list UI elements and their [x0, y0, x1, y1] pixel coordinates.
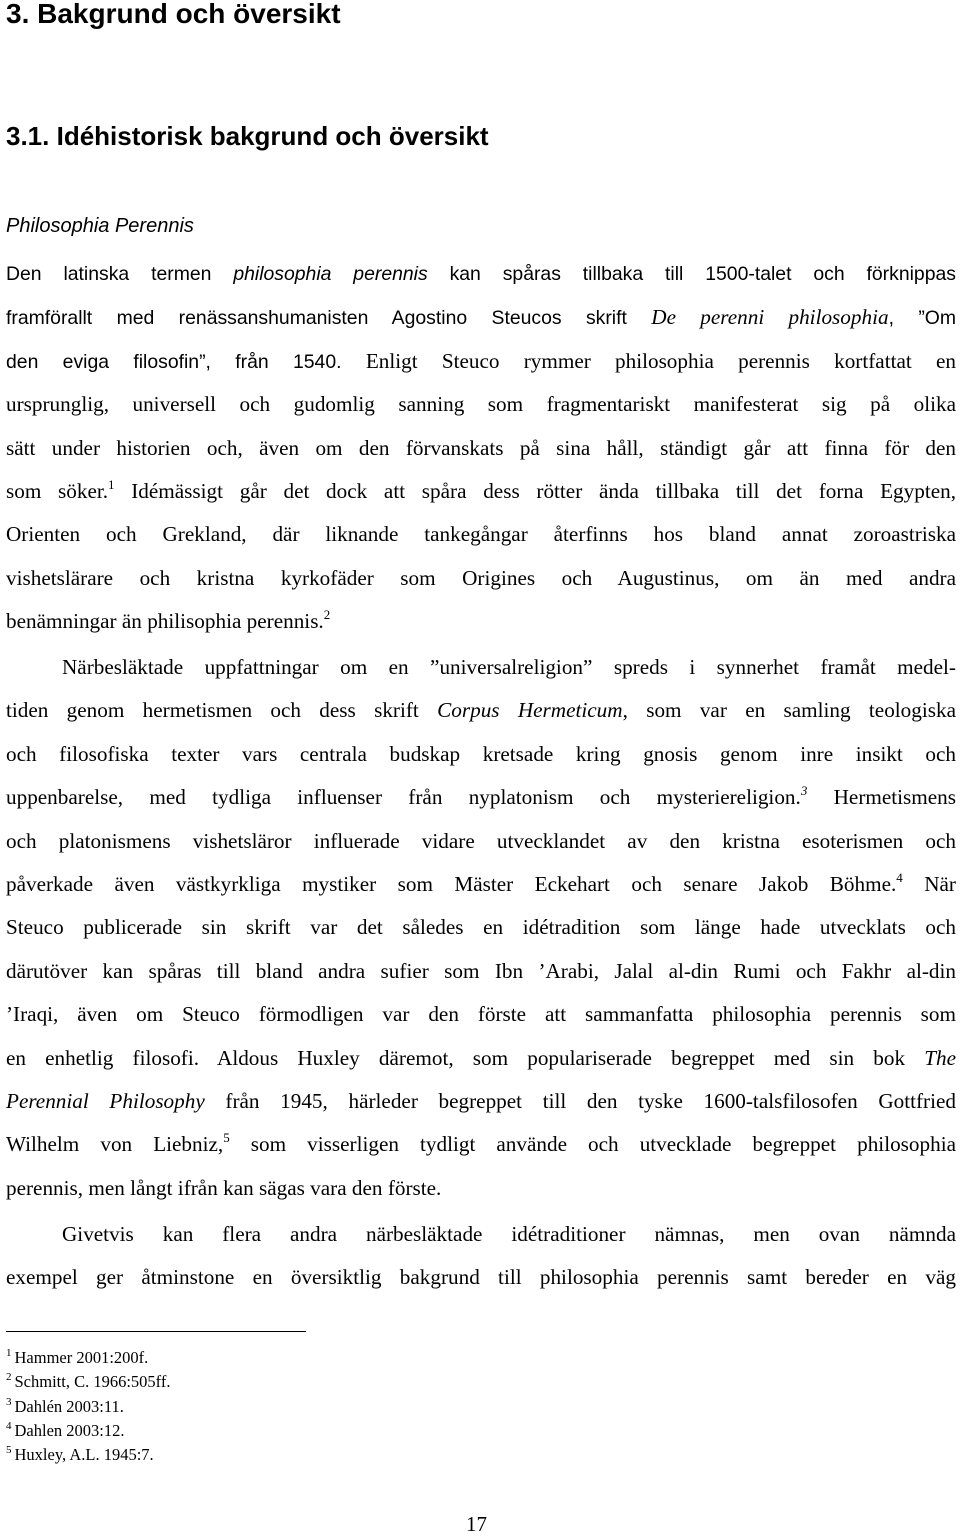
footnote-ref: 4 — [896, 869, 903, 885]
paragraph-line: ’Iraqi, även om Steuco förmodligen var den förste att sammanfatta philosophia perennis som — [6, 1002, 956, 1027]
footnote-ref: 2 — [323, 607, 331, 623]
paragraph-line: ursprunglig, universell och gudomlig sanning som fragmentariskt manifesterat sig på olika — [6, 392, 956, 417]
footnote: $^4$ Dahlen 2003:12. — [6, 1419, 125, 1440]
footnote: $^5$ Huxley, A.L. 1945:7. — [6, 1444, 154, 1465]
paragraph-line: som söker.$^1$ Idémässigt går det dock att spåra dess rötter ända tillbaka till det forna Egypten, — [6, 476, 957, 503]
paragraph-line: Steuco publicerade sin skrift var det således en idétradition som länge hade utvecklats och — [6, 915, 956, 940]
paragraph-line: perennis, men långt ifrån kan sägas vara den förste. — [6, 1175, 442, 1200]
page-number: 17 — [466, 1512, 487, 1536]
footnote-ref: 3 — [800, 783, 808, 799]
paragraph-line: benämningar än philisophia perennis.$^2$ — [6, 607, 331, 634]
paragraph-line: Givetvis kan flera andra närbesläktade idétraditioner nämnas, men ovan nämnda — [62, 1222, 956, 1246]
footnote-ref: 1 — [108, 476, 115, 492]
paragraph-line: framförallt med renässanshumanisten Agostino Steucos skrift De perenni philosophia, ”Om — [6, 305, 957, 330]
footnote: $^3$ Dahlén 2003:11. — [6, 1395, 124, 1416]
footnote: $^1$ Hammer 2001:200f. — [6, 1347, 149, 1367]
footnote: $^2$ Schmitt, C. 1966:505ff. — [6, 1371, 171, 1392]
footnotes — [6, 1346, 171, 1467]
paragraph-line: vishetslärare och kristna kyrkofäder som Origines och Augustinus, om än med andra — [6, 565, 956, 590]
footnote-ref: 5 — [223, 1130, 230, 1146]
section-heading: 3.1. Idéhistorisk bakgrund och översikt — [6, 121, 489, 151]
paragraph-line: en enhetlig filosofi. Aldous Huxley däremot, som populariserade begreppet med sin bok The — [6, 1045, 956, 1070]
paragraph-line: sätt under historien och, även om den förvanskats på sina håll, ständigt går att finna för den — [6, 435, 956, 460]
paragraph-line: Perennial Philosophy från 1945, härleder begreppet till den tyske 1600-talsfilosofen Gottfried — [6, 1088, 956, 1113]
paragraph-line: påverkade även västkyrkliga mystiker som Mäster Eckehart och senare Jakob Böhme.$^4$ När — [6, 869, 956, 896]
paragraph-line: Den latinska termen philosophia perennis kan spåras tillbaka till 1500-talet och förknippas — [6, 263, 956, 285]
paragraph-2 — [6, 646, 956, 1210]
paragraph-1 — [6, 253, 956, 644]
paragraph-line: tiden genom hermetismen och dess skrift Corpus Hermeticum, som var en samling teologiska — [6, 698, 956, 723]
paragraph-line: den eviga filosofin”, från 1540. Enligt Steuco rymmer philosophia perennis kortfattat en — [6, 348, 956, 373]
paragraph-3 — [6, 1213, 956, 1300]
footnote-separator — [6, 1331, 306, 1332]
paragraph-line: och filosofiska texter vars centrala budskap kretsade kring gnosis genom inre insikt och — [6, 741, 956, 766]
paragraph-line: Närbesläktade uppfattningar om en ”universalreligion” spreds i synnerhet framåt medel- — [62, 655, 956, 679]
paragraph-line: och platonismens vishetsläror influerade vidare utvecklandet av den kristna esoterismen och — [6, 828, 956, 853]
chapter-heading: 3. Bakgrund och översikt — [6, 0, 341, 29]
subheading: Philosophia Perennis — [6, 215, 194, 237]
paragraph-line: exempel ger åtminstone en översiktlig bakgrund till philosophia perennis samt bereder en väg — [6, 1265, 956, 1290]
paragraph-line: Wilhelm von Liebniz,$^5$ som visserligen tydligt använde och utvecklade begreppet philosophia — [6, 1130, 956, 1157]
paragraph-line: uppenbarelse, med tydliga influenser från nyplatonism och mysteriereligion.$^3$ Hermetismens — [6, 783, 956, 810]
paragraph-line: därutöver kan spåras till bland andra sufier som Ibn ’Arabi, Jalal al-din Rumi och Fakhr al-din — [6, 958, 956, 983]
paragraph-line: Orienten och Grekland, där liknande tankegångar återfinns hos bland annat zoroastriska — [6, 522, 956, 547]
